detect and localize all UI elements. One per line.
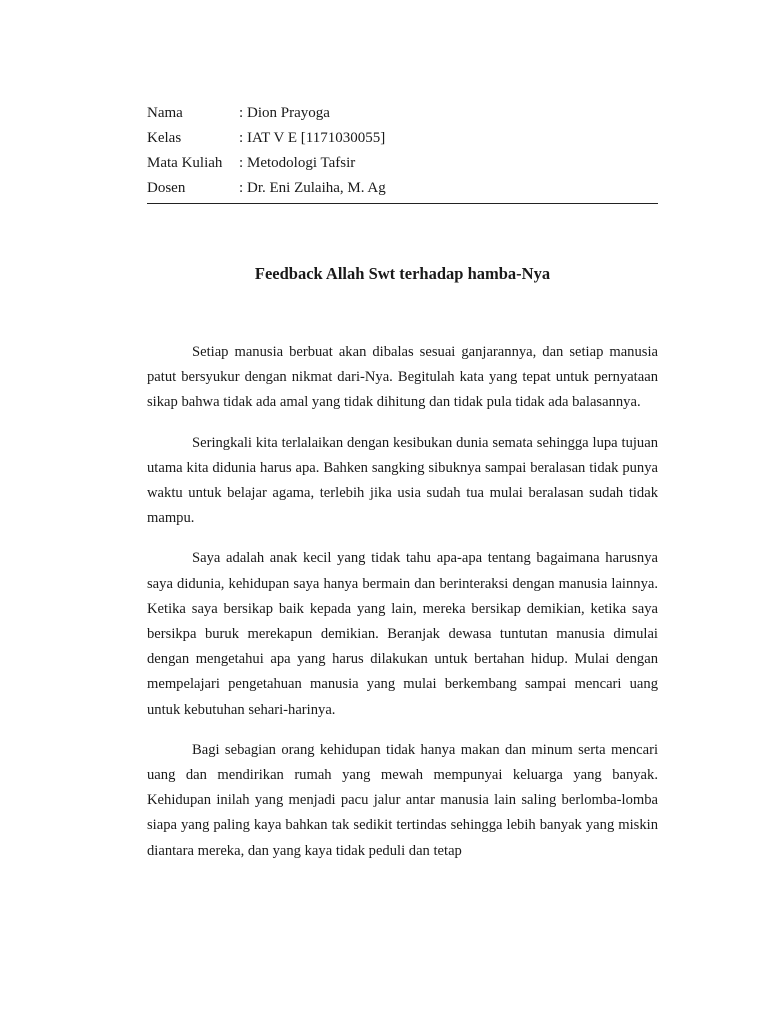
header-label: Kelas — [147, 130, 182, 146]
header-value: Dion Prayoga — [247, 105, 330, 121]
header-colon: : — [239, 155, 244, 171]
header-row-mata-kuliah — [147, 151, 658, 176]
document-title: Feedback Allah Swt terhadap hamba-Nya — [254, 264, 551, 283]
body-paragraph: Seringkali kita terlalaikan dengan kesibukan dunia semata sehingga lupa tujuan utama kita didunia harus apa. Bahken sangking sibuknya sampai beralasan tidak punya waktu untuk belajar agama, terlebih jika usia sudah tua mulai beralasan sudah tidak mampu. — [147, 434, 658, 527]
header-colon: : — [239, 105, 244, 121]
header-label: Nama — [147, 105, 183, 121]
header-label: Dosen — [147, 180, 186, 196]
identity-header — [147, 101, 658, 204]
body-paragraph: Setiap manusia berbuat akan dibalas sesuai ganjarannya, dan setiap manusia patut bersyukur dengan nikmat dari-Nya. Begitulah kata yang tepat untuk pernyataan sikap bahwa tidak ada amal yang tidak dihitung dan tidak pula tidak ada balasannya. — [147, 344, 658, 411]
document-body — [147, 340, 658, 879]
header-value: Metodologi Tafsir — [247, 155, 356, 171]
header-label: Mata Kuliah — [147, 155, 223, 171]
header-row-kelas — [147, 126, 658, 151]
header-row-dosen — [147, 176, 658, 201]
header-colon: : — [239, 180, 244, 196]
header-colon: : — [239, 130, 244, 146]
body-paragraph: Saya adalah anak kecil yang tidak tahu apa-apa tentang bagaimana harusnya saya didunia, kehidupan saya hanya bermain dan berinteraksi dengan manusia lainnya. Ketika saya bersikap baik kepada yang lain, mereka bersikap demikian, ketika saya bersikpa buruk merekapun demikian. Beranjak dewasa tuntutan manusia dimulai dengan mengetahui apa yang harus dilakukan untuk bertahan hidup. Mulai dengan mempelajari pengetahuan manusia yang mulai berkembang sampai mencari uang untuk kebutuhan sehari-harinya. — [147, 550, 658, 718]
header-value: Dr. Eni Zulaiha, M. Ag — [247, 180, 386, 196]
header-row-nama — [147, 101, 658, 126]
body-paragraph: Bagi sebagian orang kehidupan tidak hanya makan dan minum serta mencari uang dan mendirikan rumah yang mewah mempunyai keluarga yang banyak. Kehidupan inilah yang menjadi pacu jalur antar manusia lain saling berlomba-lomba siapa yang paling kaya bahkan tak sedikit tertindas sehingga lebih banyak yang miskin diantara mereka, dan yang kaya tidak peduli dan tetap — [147, 741, 658, 859]
header-value: IAT V E [1171030055] — [247, 130, 386, 146]
